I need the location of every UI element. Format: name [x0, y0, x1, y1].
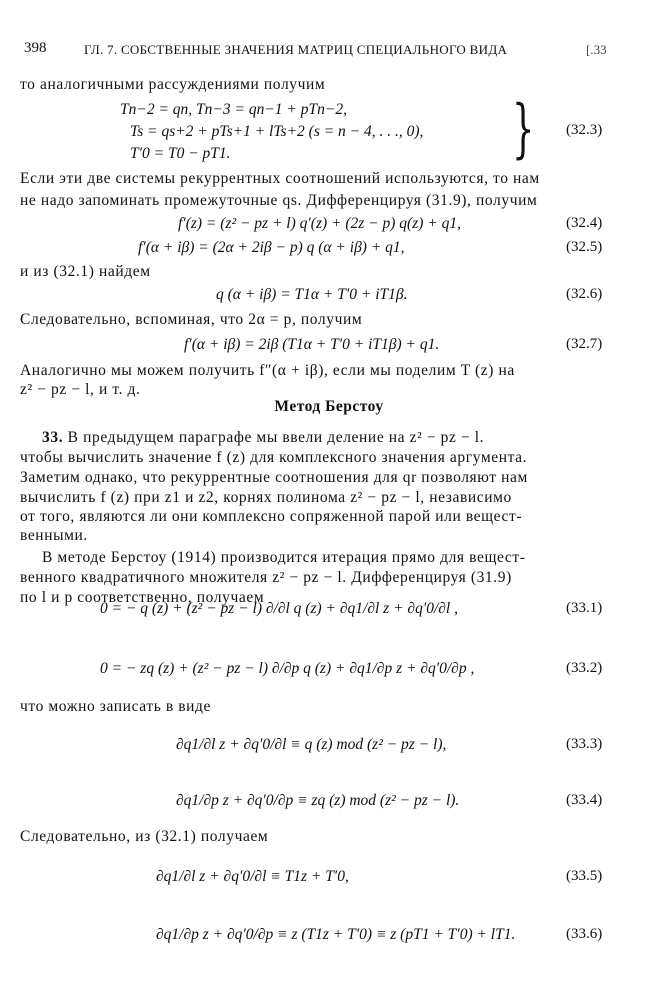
- paragraph-number: 33.: [42, 429, 64, 446]
- paragraph-33-line1: [42, 427, 484, 449]
- equation-number-33-3: (33.3): [566, 736, 603, 752]
- paragraph-intro: то аналогичными рассуждениями получим: [20, 76, 326, 93]
- equation-32-6: q (α + iβ) = T1α + T′0 + iT1β.: [216, 286, 408, 303]
- section-mark: [.33: [586, 42, 607, 57]
- equation-33-4: ∂q1/∂p z + ∂q′0/∂p ≡ zq (z) mod (z² − pz − l).: [176, 792, 460, 809]
- running-title: ГЛ. 7. СОБСТВЕННЫЕ ЗНАЧЕНИЯ МАТРИЦ СПЕЦИАЛЬНОГО ВИДА: [84, 42, 508, 57]
- equation-32-3-line3: T′0 = T0 − pT1.: [130, 145, 231, 162]
- equation-32-7: f′(α + iβ) = 2iβ (T1α + T′0 + iT1β) + q1.: [184, 336, 440, 353]
- equation-33-3: ∂q1/∂l z + ∂q′0/∂l ≡ q (z) mod (z² − pz − l),: [176, 736, 447, 753]
- paragraph-hence: Следовательно, из (32.1) получаем: [20, 828, 269, 845]
- paragraph-consequently: Следовательно, вспоминая, что 2α = p, получим: [20, 311, 363, 328]
- equation-33-5: ∂q1/∂l z + ∂q′0/∂l ≡ T1z + T′0,: [156, 868, 349, 885]
- paragraph-analogously-line1: Аналогично мы можем получить f″(α + iβ), если мы поделим T (z) на: [20, 362, 515, 379]
- equation-number-32-3: (32.3): [566, 122, 603, 138]
- equation-number-33-2: (33.2): [566, 660, 603, 676]
- equation-number-32-5: (32.5): [566, 239, 603, 255]
- paragraph-33-line4: вычислить f (z) при z1 и z2, корнях полинома z² − pz − l, независимо: [20, 489, 512, 506]
- right-brace: }: [512, 92, 535, 166]
- paragraph-from-32-1: и из (32.1) найдем: [20, 263, 151, 280]
- equation-number-33-4: (33.4): [566, 792, 603, 808]
- paragraph-recurrence-line2: не надо запоминать промежуточные qs. Дифференцируя (31.9), получим: [20, 192, 538, 209]
- paragraph-33-line6: венными.: [20, 527, 88, 544]
- equation-33-1: 0 = − q (z) + (z² − pz − l) ∂/∂l q (z) + ∂q1/∂l z + ∂q′0/∂l ,: [100, 600, 458, 617]
- equation-number-33-6: (33.6): [566, 926, 603, 942]
- paragraph-33-line3: Заметим однако, что рекуррентные соотношения для qr позволяют нам: [20, 469, 528, 486]
- equation-32-5: f′(α + iβ) = (2α + 2iβ − p) q (α + iβ) + q1,: [138, 239, 405, 256]
- paragraph-analogously-line2: z² − pz − l, и т. д.: [20, 381, 141, 398]
- equation-32-4: f′(z) = (z² − pz + l) q′(z) + (2z − p) q(z) + q1,: [178, 215, 461, 232]
- paragraph-33-line2: чтобы вычислить значение f (z) для комплексного значения аргумента.: [20, 449, 528, 466]
- equation-number-32-7: (32.7): [566, 336, 603, 352]
- equation-32-3-line1: Tn−2 = qn, Tn−3 = qn−1 + pTn−2,: [120, 101, 347, 118]
- equation-number-32-4: (32.4): [566, 215, 603, 231]
- equation-32-3-line2: Ts = qs+2 + pTs+1 + lTs+2 (s = n − 4, . . ., 0),: [130, 123, 424, 140]
- equation-number-32-6: (32.6): [566, 286, 603, 302]
- page-number: 398: [24, 40, 47, 56]
- equation-number-33-5: (33.5): [566, 868, 603, 884]
- paragraph-bairstow-line1: В методе Берстоу (1914) производится итерация прямо для вещест-: [42, 549, 526, 566]
- paragraph-bairstow-line3: по l и p соответственно, получаем: [20, 589, 265, 606]
- equation-33-6: ∂q1/∂p z + ∂q′0/∂p ≡ z (T1z + T′0) ≡ z (pT1 + T′0) + lT1.: [156, 926, 516, 943]
- paragraph-33-line5: от того, являются ли они комплексно сопряженной парой или вещест-: [20, 508, 523, 525]
- section-heading: Метод Берстоу: [274, 398, 384, 415]
- equation-number-33-1: (33.1): [566, 600, 603, 616]
- paragraph-recurrence-line1: Если эти две системы рекуррентных соотношений используются, то нам: [20, 170, 540, 187]
- paragraph-can-be-written: что можно записать в виде: [20, 698, 212, 715]
- equation-33-2: 0 = − zq (z) + (z² − pz − l) ∂/∂p q (z) + ∂q1/∂p z + ∂q′0/∂p ,: [100, 660, 475, 677]
- paragraph-33-line1-text: В предыдущем параграфе мы ввели деление на z² − pz − l.: [67, 429, 485, 446]
- paragraph-bairstow-line2: венного квадратичного множителя z² − pz − l. Дифференцируя (31.9): [20, 569, 512, 586]
